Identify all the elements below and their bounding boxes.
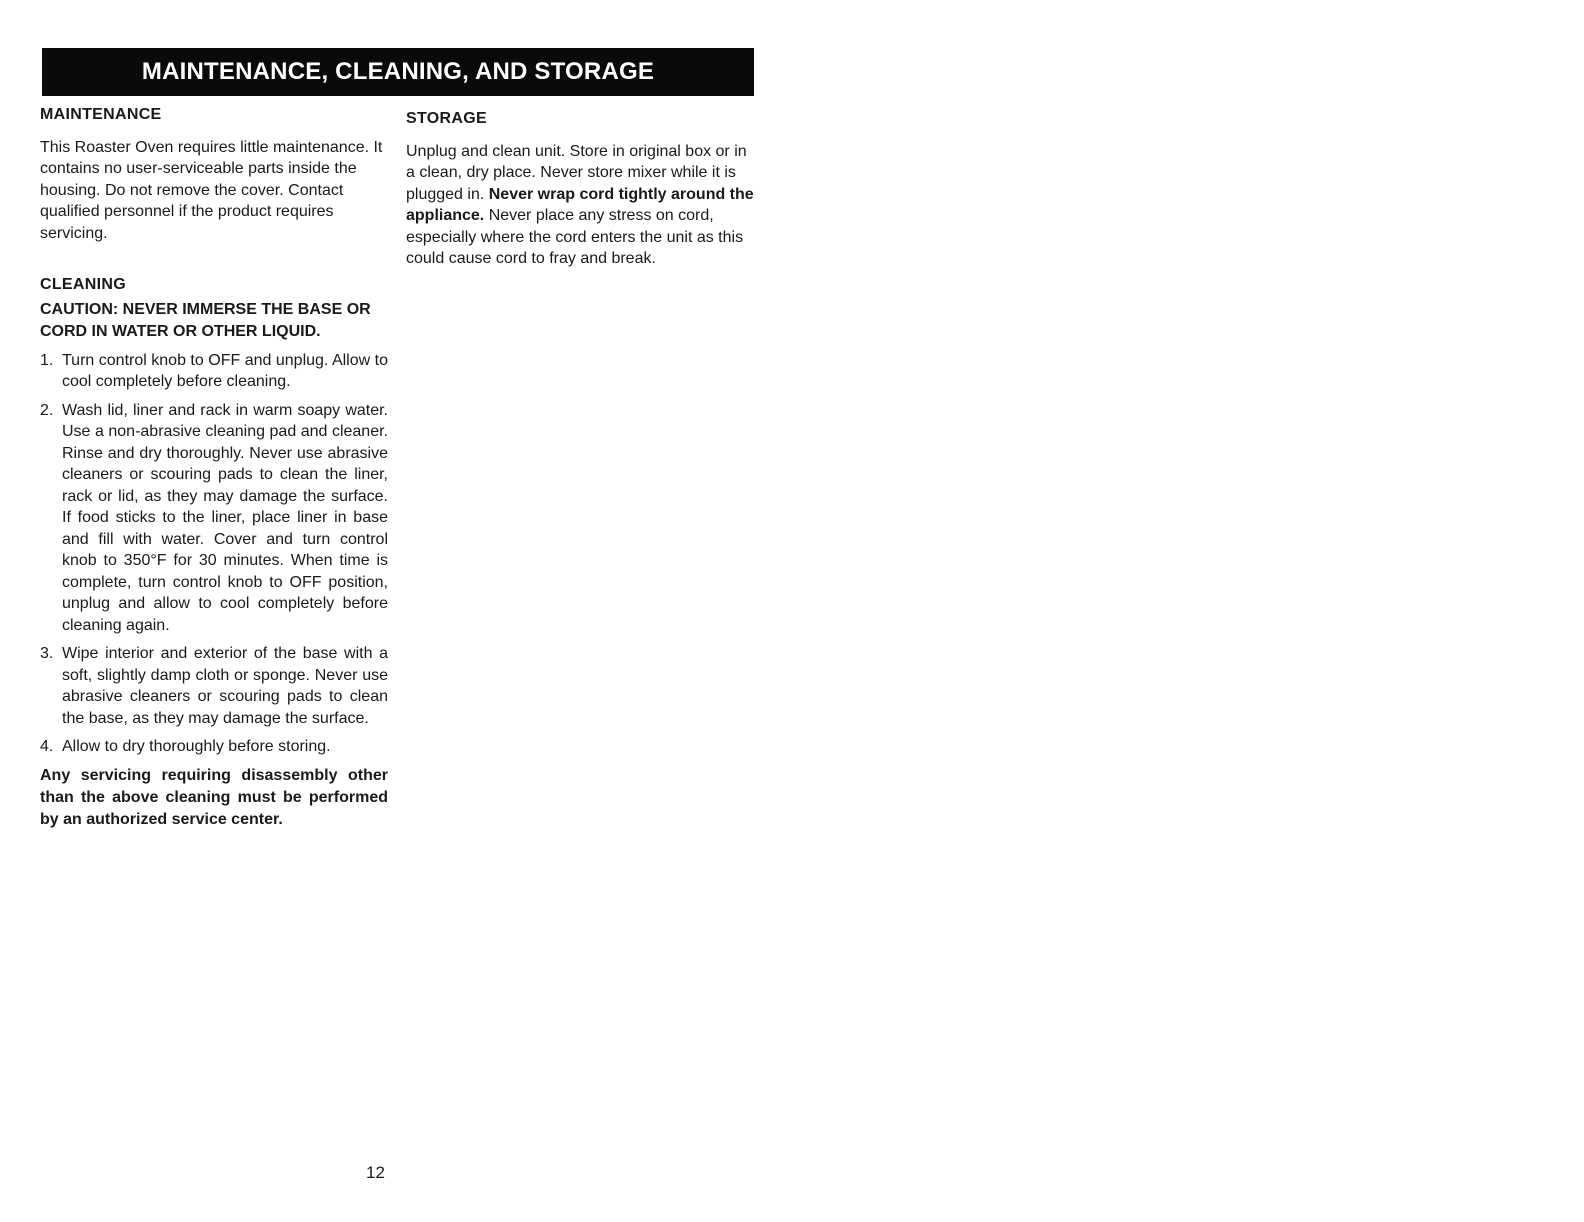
storage-heading: STORAGE [406, 110, 487, 127]
storage-text-1: Unplug and clean unit. Store in original box or in a clean, dry place. Never store mixer while it is plugged in. [406, 142, 747, 203]
cleaning-steps-list [40, 350, 388, 758]
step-text: Wash lid, liner and rack in warm soapy water. Use a non-abrasive cleaning pad and cleaner. Rinse and dry thoroughly. Never use abrasive cleaners or scouring pads to clean the liner, rack or lid, as they may damage the surface. If food sticks to the liner, place liner in base and fill with water. Cover and turn control knob to 350°F for 30 minutes. When time is complete, turn control knob to OFF position, unplug and allow to cool completely before cleaning again. [62, 401, 388, 634]
cleaning-heading: CLEANING [40, 276, 126, 293]
cleaning-caution: CAUTION: NEVER IMMERSE THE BASE OR CORD IN WATER OR OTHER LIQUID. [40, 300, 371, 340]
step-number: 3. [40, 645, 54, 662]
step-text: Allow to dry thoroughly before storing. [62, 738, 331, 755]
section-title-banner [42, 48, 754, 96]
cleaning-step [40, 400, 388, 637]
cleaning-step [40, 350, 388, 393]
storage-warning: Never wrap cord tightly around the appliance. [406, 185, 754, 224]
step-text: Turn control knob to OFF and unplug. Allow to cool completely before cleaning. [62, 351, 388, 390]
storage-text-2: Never place any stress on cord, especially where the cord enters the unit as this could cause cord to fray and break. [406, 207, 744, 267]
step-text: Wipe interior and exterior of the base with a soft, slightly damp cloth or sponge. Never use abrasive cleaners or scouring pads to clean the base, as they may damage the surface. [62, 645, 388, 727]
step-number: 2. [40, 401, 54, 419]
maintenance-body: This Roaster Oven requires little maintenance. It contains no user-serviceable parts inside the housing. Do not remove the cover. Contact qualified personnel if the product requires servicing. [40, 138, 383, 242]
cleaning-step [40, 736, 388, 758]
servicing-note: Any servicing requiring disassembly other than the above cleaning must be performed by an authorized service center. [40, 766, 388, 828]
cleaning-step [40, 643, 388, 729]
section-title: MAINTENANCE, CLEANING, AND STORAGE [141, 58, 655, 85]
storage-body [406, 141, 756, 270]
left-column [40, 104, 388, 831]
maintenance-heading: MAINTENANCE [40, 106, 162, 123]
step-number: 1. [40, 351, 54, 369]
step-number: 4. [40, 738, 54, 755]
page-number: 12 [366, 1163, 385, 1182]
right-column [406, 108, 756, 270]
